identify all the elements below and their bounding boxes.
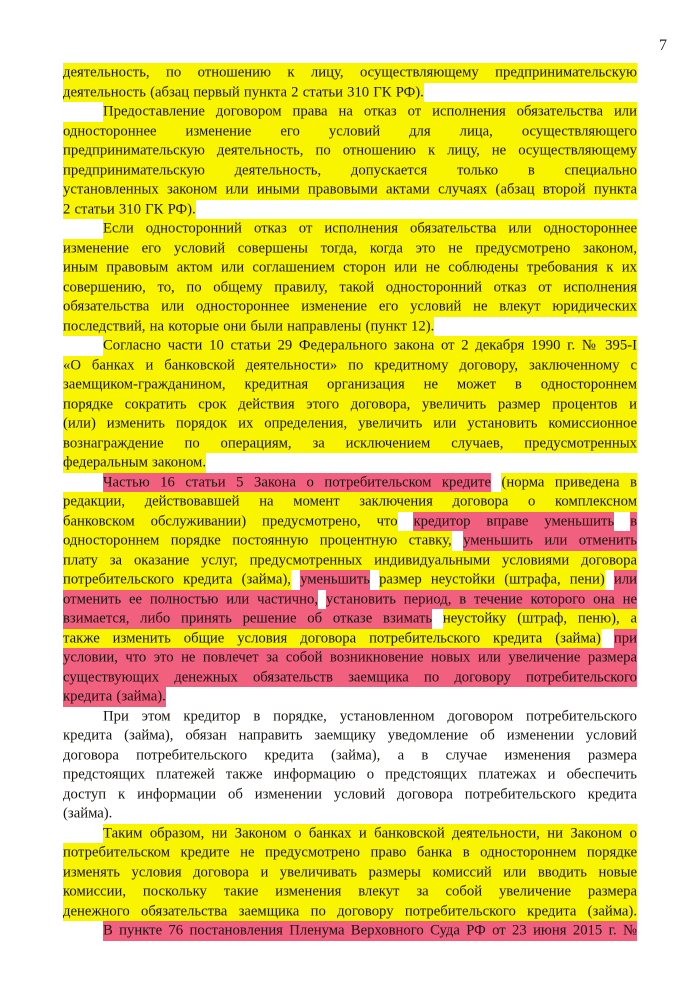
text-line	[63, 513, 637, 533]
text-run: кредитор вправе уменьшить	[413, 513, 615, 530]
text-run: денежного обязательства заемщика по договору потребительского кредита (займа).	[63, 903, 637, 920]
text-line	[63, 766, 637, 786]
text-run: изменение его условий совершены тогда, когда это не предусмотрено законом,	[63, 240, 637, 257]
text-line	[63, 630, 637, 650]
text-line	[63, 240, 637, 260]
text-line	[63, 201, 637, 221]
text-line	[63, 727, 637, 747]
text-line	[63, 669, 637, 689]
text-run: в	[630, 513, 638, 530]
text-run: предпринимательскую деятельность, допускается только в специально	[63, 162, 637, 179]
text-run: банковском обслуживании) предусмотрено, что	[63, 513, 398, 530]
text-run: доступ к информации об изменении условий договора потребительского кредита	[63, 786, 637, 803]
text-run	[491, 473, 502, 492]
text-run	[614, 512, 630, 531]
text-run	[432, 609, 443, 628]
text-block	[63, 64, 637, 942]
page-number: 7	[659, 37, 667, 54]
text-line	[63, 220, 637, 240]
text-run: Согласно части 10 статьи 29 Федерального закона от 2 декабря 1990 г. № 395-I	[103, 338, 637, 354]
text-line	[63, 649, 637, 669]
text-line	[63, 279, 637, 299]
text-line	[63, 688, 637, 708]
text-run: размер неустойки (штрафа, пени)	[379, 572, 605, 588]
text-run: (норма приведена в	[501, 474, 637, 491]
text-run: предпринимательскую деятельность, по отношению к лицу, не осуществляющему	[63, 143, 637, 159]
text-run: деятельность (абзац первый пункта 2 статьи 310 ГК РФ).	[63, 84, 424, 101]
text-run: потребительского кредита (займа),	[63, 572, 291, 588]
text-run: При этом кредитор в порядке, установленном договором потребительского	[103, 708, 637, 725]
text-line	[63, 864, 637, 884]
text-run: Если односторонний отказ от исполнения обязательства или одностороннее	[103, 221, 637, 237]
text-run	[605, 570, 614, 589]
text-line	[63, 396, 637, 416]
text-run	[601, 629, 614, 648]
text-run	[452, 531, 463, 550]
text-line	[63, 337, 637, 357]
text-run: договора потребительского кредита (займа), а в случае изменения размера	[63, 747, 637, 764]
text-run: изменять условия договора и увеличивать размеры комиссий или вводить новые	[63, 864, 637, 881]
text-line	[63, 142, 637, 162]
text-line	[63, 64, 637, 84]
text-line	[63, 844, 637, 864]
text-run: иным правовым актом или соглашением сторон или не соблюдены требования к их	[63, 260, 637, 276]
text-run: В пункте 76 постановления Пленума Верховного Суда РФ от 23 июня 2015 г. №	[103, 923, 637, 939]
text-line	[63, 883, 637, 903]
text-run: одностороннем порядке постоянную процентную ставку,	[63, 533, 452, 549]
text-line	[63, 84, 637, 104]
text-line	[63, 532, 637, 552]
text-run: уменьшить или отменить	[463, 533, 638, 549]
text-line	[63, 571, 637, 591]
text-run: «О банках и банковской деятельности» по кредитному договору, заключенному с	[63, 357, 637, 374]
text-run	[398, 512, 414, 531]
text-run: порядке сократить срок действия этого договора, увеличить размер процентов и	[63, 396, 637, 413]
text-line	[63, 376, 637, 396]
text-run	[318, 590, 326, 609]
text-run: обязательства или одностороннее изменение его условий не влекут юридических	[63, 299, 637, 315]
text-line	[63, 805, 637, 825]
text-run: последствий, на которые они были направлены (пункт 12).	[63, 318, 435, 335]
text-line	[63, 318, 637, 338]
text-run: существующих денежных обязательств заемщика по договору потребительского	[63, 669, 637, 686]
text-run: уменьшить	[300, 572, 370, 588]
text-run: деятельность, по отношению к лицу, осуществляющему предпринимательскую	[63, 65, 637, 81]
text-run: или	[613, 572, 638, 588]
text-run: установить период, в течение которого она не	[325, 591, 637, 608]
text-line	[63, 435, 637, 455]
text-run: кредита (займа), обязан направить заемщику уведомление об изменении условий	[63, 728, 637, 744]
text-line	[63, 123, 637, 143]
text-line	[63, 162, 637, 182]
text-run: (или) изменить порядок их определения, увеличить или установить комиссионное	[63, 416, 637, 432]
text-run: совершению, то, по общему правилу, такой односторонний отказ от исполнения	[63, 279, 637, 296]
text-run: Предоставление договором права на отказ от исполнения обязательства или	[103, 104, 637, 120]
text-line	[63, 181, 637, 201]
text-run: также изменить общие условия договора потребительского кредита (займа)	[63, 630, 601, 647]
text-line	[63, 552, 637, 572]
text-line	[63, 103, 637, 123]
text-run: условии, что это не повлечет за собой возникновение новых или увеличение размера	[63, 650, 637, 666]
text-run: установленных законом или иными правовыми актами случаях (абзац второй пункта	[63, 182, 637, 198]
text-run: Частью 16 статьи 5 Закона о потребительском кредите	[103, 474, 491, 491]
text-run: одностороннее изменение его условий для лица, осуществляющего	[63, 123, 637, 140]
text-run: предстоящих платежей также информацию о предстоящих платежах и обеспечить	[63, 767, 637, 783]
text-line	[63, 747, 637, 767]
text-run: федеральным законом.	[63, 455, 206, 471]
text-line	[63, 708, 637, 728]
text-run: взимается, либо принять решение об отказе взимать	[63, 611, 433, 627]
text-line	[63, 903, 637, 923]
text-run: Таким образом, ни Законом о банках и банковской деятельности, ни Законом о	[103, 825, 637, 842]
text-line	[63, 357, 637, 377]
text-line	[63, 415, 637, 435]
text-run: неустойку (штраф, пеню), а	[442, 611, 637, 627]
text-run: кредита (займа).	[63, 689, 166, 705]
text-run: при	[613, 630, 637, 647]
text-run: вознаграждение по операциям, за исключением случаев, предусмотренных	[63, 435, 637, 452]
text-run: отменить ее полностью или частично,	[63, 591, 319, 608]
text-run: заемщиком-гражданином, кредитная организация не может в одностороннем	[63, 377, 637, 393]
text-line	[63, 454, 637, 474]
text-run: (займа).	[63, 806, 113, 822]
text-line	[63, 259, 637, 279]
text-line	[63, 591, 637, 611]
text-run: редакции, действовавшей на момент заключения договора о комплексном	[63, 494, 637, 510]
text-run: комиссии, поскольку такие изменения влекут за собой увеличение размера	[63, 884, 637, 900]
text-line	[63, 922, 637, 942]
text-run: плату за оказание услуг, предусмотренных индивидуальными условиями договора	[63, 552, 637, 569]
text-run	[291, 570, 300, 589]
text-run: потребительском кредите не предусмотрено право банка в одностороннем порядке	[63, 845, 637, 861]
text-run: 2 статьи 310 ГК РФ).	[63, 201, 196, 218]
text-line	[63, 298, 637, 318]
text-run	[370, 570, 379, 589]
text-line	[63, 610, 637, 630]
text-line	[63, 493, 637, 513]
text-line	[63, 825, 637, 845]
text-line	[63, 474, 637, 494]
text-line	[63, 786, 637, 806]
